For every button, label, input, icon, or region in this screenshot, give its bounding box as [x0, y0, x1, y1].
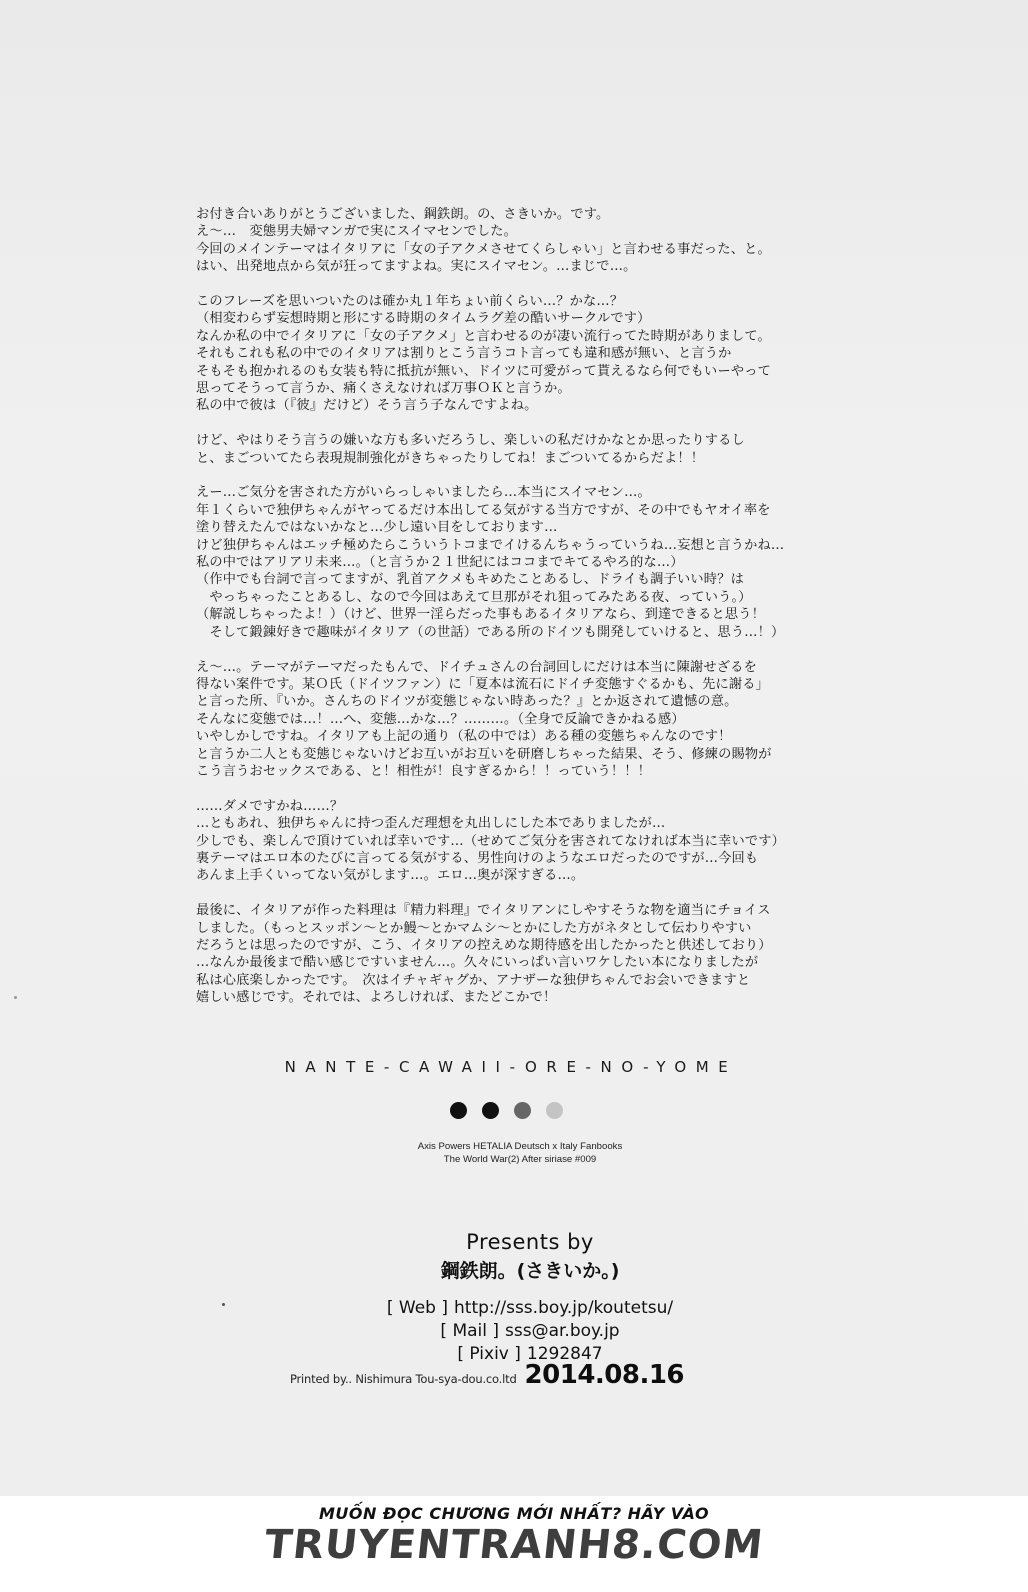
pixiv-label: [ Pixiv ]	[457, 1344, 521, 1364]
afterword-line: 私は心底楽しかったです。 次はイチャギャグか、アナザーな独伊ちゃんでお会いできますと	[196, 972, 751, 988]
afterword-line: それもこれも私の中でのイタリアは割りとこう言うコト言っても違和感が無い、と言うか	[196, 346, 732, 362]
series-title: NANTE-CAWAII-ORE-NO-YOME	[284, 1058, 738, 1076]
afterword-line: だろうとは思ったのですが、こう、イタリアの控えめな期待感を出したかったと供述しており）	[196, 937, 772, 953]
afterword-line: （相変わらず妄想時期と形にする時期のタイムラグ差の酷いサークルです）	[196, 311, 651, 327]
afterword-paragraph	[196, 484, 846, 641]
printer-name: Printed by.. Nishimura Tou-sya-dou.co.ltd	[290, 1372, 517, 1386]
afterword-line: …なんか最後まで酷い感じですいません…。久々にいっぱい言いワケしたい本になりましたが	[196, 955, 759, 971]
afterword-line: はい、出発地点から気が狂ってますよね。実にスイマセン。…まじで…。	[196, 259, 637, 275]
fanbook-issue: The World War(2) After siriase #009	[443, 1154, 597, 1165]
afterword-line: このフレーズを思いついたのは確か丸１年ちょい前くらい…？かな…？	[196, 294, 624, 310]
print-info	[290, 1360, 684, 1390]
print-speck	[14, 996, 17, 999]
afterword-line: 塗り替えたんではないかなと…少し遠い目をしております…	[196, 520, 558, 536]
credits-block	[280, 1230, 780, 1366]
afterword-text	[196, 206, 846, 1024]
afterword-line: と言った所、『いか。さんちのドイツが変態じゃない時あった？』とか返されて遺憾の意。	[196, 694, 738, 710]
watermark-site: TRUYENTRANH8.COM	[262, 1522, 766, 1568]
web-contact	[280, 1297, 780, 1320]
afterword-line: と、まごついてたら表現規制強化がきちゃったりしてね！まごついてるからだよ！！	[196, 450, 705, 466]
afterword-line: なんか私の中でイタリアに「女の子アクメ」と言わせるのが凄い流行ってた時期がありまして。	[196, 328, 771, 344]
print-speck	[222, 1303, 225, 1306]
afterword-line: えー…ご気分を害された方がいらっしゃいましたら…本当にスイマセン…。	[196, 485, 651, 501]
afterword-line: けど、やはりそう言うの嫌いな方も多いだろうし、楽しいの私だけかなとか思ったりするし	[196, 433, 745, 449]
watermark-tagline: MUỐN ĐỌC CHƯƠNG MỚI NHẤT? HÃY VÀO	[318, 1504, 710, 1523]
pixiv-id: 1292847	[526, 1344, 603, 1364]
afterword-line: 私の中ではアリアリ未来…。（と言うか２１世紀にはココまでキてるやろ的な…）	[196, 555, 684, 571]
afterword-line: いやしかしですね。イタリアも上記の通り（私の中では）ある種の変態ちゃんなのです！	[196, 729, 732, 745]
afterword-line: お付き合いありがとうございました、鋼鉄朗。の、さきいか。です。	[196, 207, 610, 222]
publication-date: 2014.08.16	[524, 1360, 685, 1390]
afterword-line: けど独伊ちゃんはエッチ極めたらこういうトコまでイけるんちゃうっていうね…妄想と言うかね…	[196, 537, 785, 553]
dot-3	[514, 1102, 531, 1119]
afterword-line: え～… 変態男夫婦マンガで実にスイマセンでした。	[196, 224, 518, 240]
afterword-line: やっちゃったことあるし、なので今回はあえて旦那がそれ狙ってみたある夜、っていう。）	[196, 589, 752, 605]
afterword-line: 私の中で彼は（『彼』だけど）そう言う子なんですよね。	[196, 398, 538, 414]
circle-name: 鋼鉄朗。(さきいか。)	[440, 1260, 620, 1282]
afterword-line: 裏テーマはエロ本のたびに言ってる気がする、男性向けのようなエロだったのですが…今回も	[196, 850, 759, 866]
afterword-line: しました。（もっとスッポン～とか鰻～とかマムシ～とかにした方がネタとして伝わりやすい	[196, 920, 752, 936]
afterword-line: 嬉しい感じです。それでは、よろしければ、またどこかで！	[196, 990, 557, 1006]
dot-1	[450, 1102, 467, 1119]
afterword-paragraph	[196, 902, 846, 1006]
afterword-paragraph	[196, 432, 846, 467]
mail-contact	[280, 1320, 780, 1343]
afterword-line: え～…。テーマがテーマだったもんで、ドイチュさんの台詞回しにだけは本当に陳謝せざるを	[196, 659, 757, 675]
decorative-dots	[450, 1102, 563, 1119]
afterword-line: と言うか二人とも変態じゃないけどお互いがお互いを研磨しちゃった結果、そう、修練の賜物が	[196, 746, 772, 762]
afterword-paragraph	[196, 206, 846, 276]
afterword-line: （作中でも台詞で言ってますが、乳首アクメもキめたことあるし、ドライも調子いい時？は	[196, 572, 744, 588]
afterword-line: 得ない案件です。某Ｏ氏（ドイツファン）に「夏本は流石にドイチ変態すぐるかも、先に謝る」	[196, 676, 770, 692]
afterword-paragraph	[196, 659, 846, 781]
afterword-line: …ともあれ、独伊ちゃんに持つ歪んだ理想を丸出しにした本でありましたが…	[196, 816, 666, 832]
mail-address: sss@ar.boy.jp	[505, 1321, 620, 1341]
afterword-line: そもそも抱かれるのも女装も特に抵抗が無い、ドイツに可愛がって貰えるなら何でもいーやって	[196, 363, 771, 379]
fanbook-series: Axis Powers HETALIA Deutsch x Italy Fanbooks	[417, 1141, 623, 1152]
afterword-line: 少しでも、楽しんで頂けていれば幸いです…（せめてご気分を害されてなければ本当に幸いです）	[196, 833, 786, 849]
afterword-line: 思ってそうって言うか、痛くさえなければ万事ＯＫと言うか。	[196, 381, 571, 397]
fanbook-info	[360, 1140, 680, 1166]
afterword-line: こう言うおセックスである、と！相性が！良すぎるから！！っていう！！！	[196, 763, 652, 779]
afterword-line: 今回のメインテーマはイタリアに「女の子アクメさせてくらしゃい」と言わせる事だった、と。	[196, 241, 771, 257]
mail-label: [ Mail ]	[440, 1321, 500, 1341]
afterword-line: そんなに変態では…！…へ、変態…かな…？………。（全身で反論できかねる感）	[196, 711, 685, 727]
web-label: [ Web ]	[386, 1298, 449, 1318]
dot-2	[482, 1102, 499, 1119]
afterword-line: あんま上手くいってない気がします…。エロ…奥が深すぎる…。	[196, 868, 585, 884]
afterword-line: （解説しちゃったよ！）（けど、世界一淫らだった事もあるイタリアなら、到達できると思う！	[196, 607, 766, 623]
afterword-paragraph	[196, 293, 846, 415]
dot-4	[546, 1102, 563, 1119]
web-url: http://sss.boy.jp/koutetsu/	[454, 1298, 674, 1318]
presents-by-label: Presents by	[466, 1230, 594, 1254]
afterword-paragraph	[196, 798, 846, 885]
afterword-line: 年１くらいで独伊ちゃんがヤってるだけ本出してる気がする当方ですが、その中でもヤオイ率を	[196, 502, 771, 518]
afterword-line: そして鍛錬好きで趣味がイタリア（の世話）である所のドイツも開発していけると、思う…！）	[196, 624, 785, 640]
afterword-line: 最後に、イタリアが作った料理は『精力料理』でイタリアンにしやすそうな物を適当にチョイス	[196, 903, 771, 919]
afterword-line: ……ダメですかね……？	[196, 798, 344, 814]
